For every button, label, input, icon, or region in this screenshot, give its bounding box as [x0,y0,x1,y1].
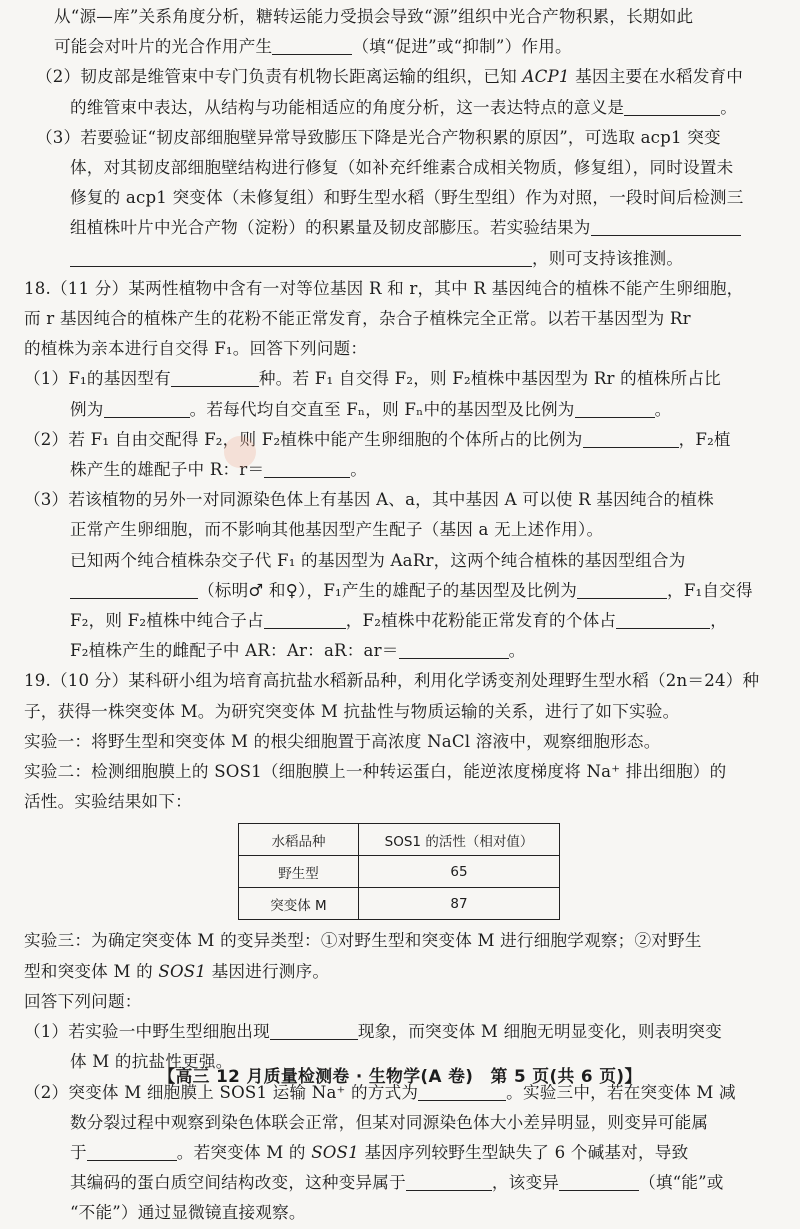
q19-experiment-3-line-2: 型和突变体 M 的 SOS1 基因进行测序。 [24,961,330,981]
q19-experiment-1: 实验一：将野生型和突变体 M 的根尖细胞置于高浓度 NaCl 溶液中，观察细胞形态。 [24,731,661,751]
watermark-stamp [224,436,256,468]
answer-blank[interactable] [406,1173,492,1191]
q19-sub1-line-1: （1）若实验一中野生型细胞出现 现象，而突变体 M 细胞无明显变化，则表明突变 [24,1022,722,1042]
answer-blank[interactable] [575,399,655,417]
answer-blank[interactable] [624,97,720,115]
q17-sub3-line-4: 组植株叶片中光合产物（淀粉）的积累量及韧皮部膨压。若实验结果为 [24,213,774,243]
q18-sub2-line-1: （2）若 F₁ 自由交配得 F₂，则 F₂植株中能产生卵细胞的个体所占的比例为 ，F₂植 [24,429,731,449]
answer-blank[interactable] [583,429,679,447]
q17-sub3-line-2: 体，对其韧皮部细胞壁结构进行修复（如补充纤维素合成相关物质，修复组），同时设置未 [70,158,734,178]
gene-name: ACP1 [522,67,570,87]
answer-blank[interactable] [616,611,710,629]
q18-line-3: 的植株为亲本进行自交得 F₁。回答下列问题： [24,339,368,359]
table-row [239,856,560,888]
answer-blank[interactable] [264,611,346,629]
answer-blank[interactable] [577,580,667,598]
page-footer: 【高三 12 月质量检测卷 · 生物学(A 卷) 第 5 页(共 6 页)】 [158,1066,642,1086]
q19-sub1-line-2: 体 M 的抗盐性更强。 [70,1052,233,1072]
answer-blank[interactable] [399,641,509,659]
q17-sub3-line-3: 修复的 acp1 突变体（未修复组）和野生型水稻（野生型组）作为对照，一段时间后检测三 [70,188,744,208]
q19-ask: 回答下列问题： [24,991,142,1011]
q19-experiment-3-line-1: 实验三：为确定突变体 M 的变异类型：①对野生型和突变体 M 进行细胞学观察；②对野生 [24,931,702,951]
answer-blank[interactable] [171,369,259,387]
results-table-wrap [24,823,774,920]
q19-sub2-line-3: 于 。若突变体 M 的 SOS1 基因序列较野生型缺失了 6 个碱基对，导致 [70,1142,689,1162]
q19-sub2-line-5: “不能”）通过显微镜直接观察。 [70,1203,306,1223]
q19-sub2-line-4: 其编码的蛋白质空间结构改变，这种变异属于 ，该变异 （填“能”或 [70,1173,724,1193]
q18-sub1-line-1: （1）F₁的基因型有 种。若 F₁ 自交得 F₂，则 F₂植株中基因型为 Rr 的植株所占比 [24,369,721,389]
table-cell: 野生型 [239,856,359,888]
answer-blank[interactable] [70,580,198,598]
table-header-cell: SOS1 的活性（相对值） [359,824,560,856]
answer-blank[interactable] [104,399,190,417]
gene-name: SOS1 [311,1142,359,1162]
answer-blank[interactable] [87,1142,177,1160]
q19-line-2: 子，获得一株突变体 M。为研究突变体 M 抗盐性与物质运输的关系，进行了如下实验。 [24,701,680,721]
q17-sub2-line-1: （2）韧皮部是维管束中专门负责有机物长距离运输的组织，已知 ACP1 基因主要在水稻发育中 [36,67,744,87]
q18-sub1-line-2: 例为 。若每代均自交直至 Fₙ，则 Fₙ中的基因型及比例为 。 [70,399,672,419]
q17-line-1: 从“源—库”关系角度分析，糖转运能力受损会导致“源”组织中光合产物积累，长期如此 [54,7,694,26]
answer-blank[interactable] [272,37,352,55]
table-cell: 突变体 M [239,888,359,920]
answer-blank[interactable] [70,248,532,266]
q18-sub3-line-3: 已知两个纯合植株杂交子代 F₁ 的基因型为 AaRr，这两个纯合植株的基因型组合为 [70,550,686,570]
answer-blank[interactable] [270,1022,358,1040]
q19-sub2-line-1: （2）突变体 M 细胞膜上 SOS1 运输 Na⁺ 的方式为 。实验三中，若在突变体 M 减 [24,1082,736,1102]
table-row [239,888,560,920]
q18-sub3-line-4: （标明♂ 和♀），F₁产生的雄配子的基因型及比例为 ，F₁自交得 [24,576,774,606]
answer-blank[interactable] [591,218,741,236]
q19-sub2-line-2: 数分裂过程中观察到染色体联会正常，但某对同源染色体大小差异明显，则变异可能属 [70,1112,709,1132]
q17-sub3-line-5: ，则可支持该推测。 [24,244,774,274]
answer-blank[interactable] [559,1173,639,1191]
q18-line-1: 18.（11 分）某两性植物中含有一对等位基因 R 和 r，其中 R 基因纯合的植株不能产生卵细胞， [24,278,744,298]
q17-line-2: 可能会对叶片的光合作用产生 （填“促进”或“抑制”）作用。 [54,37,572,57]
table-header-cell: 水稻品种 [239,824,359,856]
q19-line-1: 19.（10 分）某科研小组为培育高抗盐水稻新品种，利用化学诱变剂处理野生型水稻（2n＝24）种 [24,671,760,691]
q19-experiment-2-line-2: 活性。实验结果如下： [24,792,192,812]
q19-experiment-2-line-1: 实验二：检测细胞膜上的 SOS1（细胞膜上一种转运蛋白，能逆浓度梯度将 Na⁺ 排出细胞）的 [24,762,727,782]
q18-sub2-line-2: 株产生的雄配子中 R：r＝ 。 [70,460,368,480]
q17-sub3-line-1: （3）若要验证“韧皮部细胞壁异常导致膨压下降是光合产物积累的原因”，可选取 acp1 突变 [36,127,721,147]
gene-name: SOS1 [158,961,207,981]
table-cell: 87 [359,888,560,920]
q18-sub3-line-5: F₂，则 F₂植株中纯合子占 ，F₂植株中花粉能正常发育的个体占 ， [70,611,728,631]
q18-sub3-line-1: （3）若该植物的另外一对同源染色体上有基因 A、a，其中基因 A 可以使 R 基因纯合的植株 [24,490,714,510]
q18-sub3-line-6: F₂植株产生的雌配子中 AR：Ar：aR：ar＝ 。 [70,641,526,661]
q18-sub3-line-2: 正常产生卵细胞，而不影响其他基因型产生配子（基因 a 无上述作用）。 [70,520,604,540]
table-header-row [239,824,560,856]
answer-blank[interactable] [264,460,350,478]
q17-sub2-line-2: 的维管束中表达，从结构与功能相适应的角度分析，这一表达特点的意义是 。 [70,97,737,117]
q18-line-2: 而 r 基因纯合的植株产生的花粉不能正常发育，杂合子植株完全正常。以若干基因型为 Rr [24,309,691,329]
sos1-activity-table [238,823,560,920]
table-cell: 65 [359,856,560,888]
